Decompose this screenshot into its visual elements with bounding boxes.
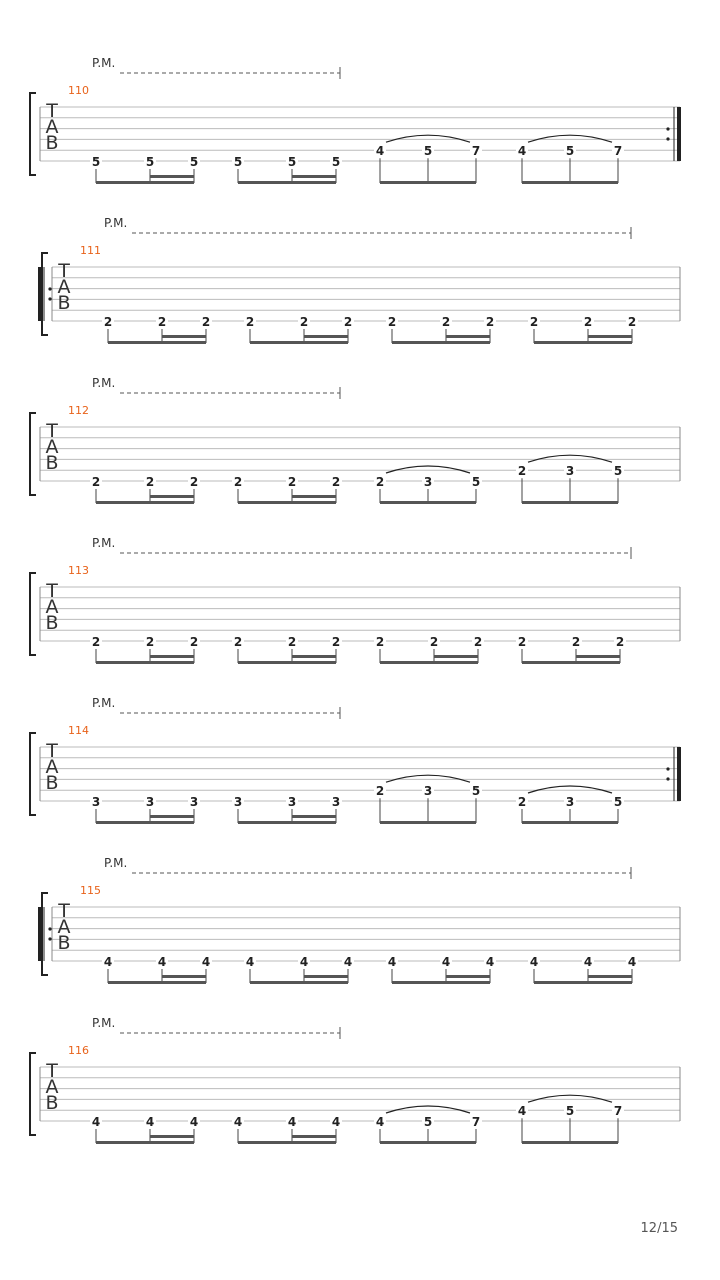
tab-system (30, 56, 681, 184)
tab-clef-letter: T (46, 1060, 58, 1082)
beam (392, 341, 490, 344)
fret-number: 2 (529, 315, 539, 329)
fret-number: 2 (375, 635, 385, 649)
fret-number: 5 (565, 1104, 575, 1119)
system-bracket (30, 573, 36, 655)
beam (522, 501, 618, 504)
beam-secondary (150, 1135, 194, 1138)
beam-secondary (292, 175, 336, 178)
beam-secondary (304, 335, 348, 338)
beam-secondary (588, 335, 632, 338)
beam-secondary (446, 335, 490, 338)
beam (250, 981, 348, 984)
repeat-end-thick (677, 747, 681, 801)
fret-number: 2 (517, 464, 527, 479)
fret-number: 2 (91, 635, 101, 649)
fret-number: 2 (429, 635, 439, 649)
page-number: 12/15 (640, 1221, 678, 1236)
fret-number: 4 (299, 955, 309, 969)
fret-number: 2 (201, 315, 211, 329)
fret-number: 2 (287, 635, 297, 649)
fret-number: 5 (471, 475, 481, 489)
measure-number: 112 (68, 404, 89, 417)
beam (108, 341, 206, 344)
fret-number: 4 (343, 955, 353, 969)
fret-number: 3 (423, 784, 433, 799)
beam-secondary (576, 655, 620, 658)
measure-number: 115 (80, 884, 101, 897)
palm-mute-label: P.M. (92, 56, 116, 70)
palm-mute-label: P.M. (104, 856, 128, 870)
tab-clef-letter: T (46, 420, 58, 442)
beam-secondary (446, 975, 490, 978)
measure-number: 110 (68, 84, 89, 97)
fret-number: 4 (331, 1115, 341, 1129)
tab-system (30, 696, 681, 824)
tab-clef-letter: B (57, 292, 71, 314)
tab-clef-letter: T (46, 740, 58, 762)
slur-arc (528, 135, 612, 142)
slur-arc (528, 1095, 612, 1102)
beam (392, 981, 490, 984)
tab-system (38, 216, 680, 344)
fret-number: 2 (189, 475, 199, 489)
tab-clef-letter: T (58, 260, 70, 282)
fret-number: 4 (189, 1115, 199, 1129)
fret-number: 3 (565, 795, 575, 809)
fret-number: 2 (517, 635, 527, 649)
fret-number: 2 (615, 635, 625, 649)
repeat-dot (666, 777, 669, 780)
beam (238, 181, 336, 184)
beam (380, 501, 476, 504)
system-bracket (30, 413, 36, 495)
fret-number: 2 (331, 475, 341, 489)
fret-number: 2 (375, 784, 385, 799)
palm-mute-label: P.M. (92, 1016, 116, 1030)
fret-number: 4 (245, 955, 255, 969)
fret-number: 7 (471, 144, 481, 159)
fret-number: 2 (233, 635, 243, 649)
fret-number: 3 (423, 475, 433, 489)
tab-clef-letter: T (46, 100, 58, 122)
tab-clef-letter: B (45, 772, 59, 794)
fret-number: 4 (583, 955, 593, 969)
tab-clef-letter: A (57, 276, 71, 298)
measure-number: 114 (68, 724, 89, 737)
beam (534, 981, 632, 984)
fret-number: 2 (91, 475, 101, 489)
fret-number: 4 (91, 1115, 101, 1129)
beam-secondary (588, 975, 632, 978)
repeat-start-thick (38, 907, 42, 961)
system-bracket (42, 893, 48, 975)
fret-number: 2 (387, 315, 397, 329)
beam (380, 821, 476, 824)
fret-number: 5 (565, 144, 575, 159)
fret-number: 2 (485, 315, 495, 329)
fret-number: 5 (287, 155, 297, 169)
tab-clef-letter: B (45, 132, 59, 154)
fret-number: 3 (565, 464, 575, 479)
beam-secondary (162, 335, 206, 338)
fret-number: 4 (287, 1115, 297, 1129)
beam (380, 181, 476, 184)
beam (238, 661, 336, 664)
fret-number: 4 (485, 955, 495, 969)
fret-number: 3 (145, 795, 155, 809)
tab-clef-letter: T (58, 900, 70, 922)
beam (108, 981, 206, 984)
tab-clef-letter: B (45, 452, 59, 474)
fret-number: 4 (157, 955, 167, 969)
beam-secondary (150, 815, 194, 818)
slur-arc (386, 1106, 470, 1113)
beam-secondary (150, 495, 194, 498)
fret-number: 5 (613, 795, 623, 809)
system-bracket (30, 733, 36, 815)
beam-secondary (292, 1135, 336, 1138)
tab-clef-letter: B (57, 932, 71, 954)
beam (522, 181, 618, 184)
measure-number: 111 (80, 244, 101, 257)
tab-clef-letter: A (45, 756, 59, 778)
fret-number: 2 (299, 315, 309, 329)
repeat-start-thick (38, 267, 42, 321)
slur-arc (528, 786, 612, 793)
repeat-dot (48, 937, 51, 940)
beam-secondary (292, 655, 336, 658)
fret-number: 4 (441, 955, 451, 969)
fret-number: 3 (331, 795, 341, 809)
system-bracket (30, 1053, 36, 1135)
tab-clef-letter: B (45, 612, 59, 634)
measure-number: 116 (68, 1044, 89, 1057)
beam (250, 341, 348, 344)
slur-arc (386, 775, 470, 782)
beam-secondary (292, 815, 336, 818)
beam-secondary (292, 495, 336, 498)
beam (96, 181, 194, 184)
beam-secondary (162, 975, 206, 978)
palm-mute-label: P.M. (92, 536, 116, 550)
beam (96, 661, 194, 664)
palm-mute-label: P.M. (92, 376, 116, 390)
beam-secondary (150, 175, 194, 178)
fret-number: 4 (517, 144, 527, 159)
beam-secondary (434, 655, 478, 658)
beam (238, 821, 336, 824)
fret-number: 7 (613, 1104, 623, 1119)
fret-number: 5 (423, 144, 433, 159)
palm-mute-label: P.M. (92, 696, 116, 710)
fret-number: 2 (517, 795, 527, 809)
beam (238, 501, 336, 504)
fret-number: 4 (387, 955, 397, 969)
fret-number: 5 (91, 155, 101, 169)
fret-number: 2 (287, 475, 297, 489)
slur-arc (386, 466, 470, 473)
beam (522, 1141, 618, 1144)
repeat-dot (666, 137, 669, 140)
tab-clef-letter: A (45, 436, 59, 458)
fret-number: 5 (613, 464, 623, 479)
fret-number: 2 (571, 635, 581, 649)
fret-number: 4 (145, 1115, 155, 1129)
tab-system (38, 856, 680, 984)
beam (522, 821, 618, 824)
fret-number: 5 (145, 155, 155, 169)
fret-number: 2 (233, 475, 243, 489)
fret-number: 2 (583, 315, 593, 329)
repeat-dot (666, 127, 669, 130)
fret-number: 4 (375, 1115, 385, 1129)
fret-number: 4 (233, 1115, 243, 1129)
fret-number: 2 (441, 315, 451, 329)
fret-number: 2 (375, 475, 385, 489)
tab-system (30, 1016, 680, 1144)
fret-number: 2 (189, 635, 199, 649)
repeat-dot (48, 297, 51, 300)
fret-number: 2 (627, 315, 637, 329)
measure-number: 113 (68, 564, 89, 577)
fret-number: 5 (189, 155, 199, 169)
tab-clef-letter: T (46, 580, 58, 602)
fret-number: 7 (471, 1115, 481, 1129)
beam-secondary (304, 975, 348, 978)
tab-clef-letter: A (45, 1076, 59, 1098)
repeat-dot (48, 287, 51, 290)
palm-mute-label: P.M. (104, 216, 128, 230)
fret-number: 4 (529, 955, 539, 969)
repeat-end-thick (677, 107, 681, 161)
beam (238, 1141, 336, 1144)
beam (522, 661, 620, 664)
fret-number: 2 (473, 635, 483, 649)
tab-clef-letter: A (45, 596, 59, 618)
fret-number: 3 (287, 795, 297, 809)
beam (380, 1141, 476, 1144)
repeat-dot (48, 927, 51, 930)
fret-number: 3 (189, 795, 199, 809)
beam (380, 661, 478, 664)
beam (96, 1141, 194, 1144)
slur-arc (386, 135, 470, 142)
beam (534, 341, 632, 344)
tab-system (30, 376, 680, 504)
fret-number: 4 (627, 955, 637, 969)
system-bracket (30, 93, 36, 175)
fret-number: 4 (103, 955, 113, 969)
fret-number: 2 (331, 635, 341, 649)
repeat-dot (666, 767, 669, 770)
fret-number: 2 (343, 315, 353, 329)
beam (96, 501, 194, 504)
fret-number: 2 (145, 475, 155, 489)
slur-arc (528, 455, 612, 462)
system-bracket (42, 253, 48, 335)
tab-clef-letter: A (57, 916, 71, 938)
fret-number: 2 (157, 315, 167, 329)
beam-secondary (150, 655, 194, 658)
fret-number: 4 (517, 1104, 527, 1119)
fret-number: 3 (233, 795, 243, 809)
fret-number: 4 (375, 144, 385, 159)
fret-number: 3 (91, 795, 101, 809)
fret-number: 4 (201, 955, 211, 969)
fret-number: 5 (331, 155, 341, 169)
fret-number: 2 (245, 315, 255, 329)
fret-number: 5 (471, 784, 481, 799)
tab-clef-letter: B (45, 1092, 59, 1114)
tab-clef-letter: A (45, 116, 59, 138)
fret-number: 2 (103, 315, 113, 329)
tab-system (30, 536, 680, 664)
beam (96, 821, 194, 824)
fret-number: 2 (145, 635, 155, 649)
fret-number: 5 (423, 1115, 433, 1129)
fret-number: 7 (613, 144, 623, 159)
fret-number: 5 (233, 155, 243, 169)
